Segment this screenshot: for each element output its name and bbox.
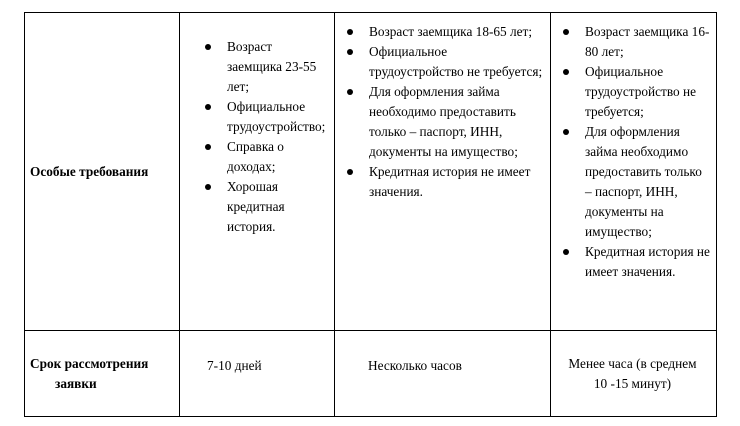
review-time-cell-3: Менее часа (в среднем 10 -15 минут) bbox=[551, 331, 717, 417]
bullet-icon bbox=[347, 49, 353, 55]
bullet-icon bbox=[347, 89, 353, 95]
row-label-review-time: Срок рассмотрения заявки bbox=[25, 331, 180, 417]
list-item: Официальное трудоустройство не требуется; bbox=[551, 62, 710, 122]
list-item: Кредитная история не имеет значения. bbox=[335, 162, 544, 202]
bullet-icon bbox=[205, 104, 211, 110]
requirements-cell-2 bbox=[335, 13, 551, 331]
review-time-cell-1: 7-10 дней bbox=[180, 331, 335, 417]
bullet-icon bbox=[563, 29, 569, 35]
list-item: Для оформления займа необходимо предоставить только – паспорт, ИНН, документы на имущество; bbox=[551, 122, 710, 242]
bullet-icon bbox=[563, 129, 569, 135]
comparison-table bbox=[24, 12, 717, 417]
list-item: Возраст заемщика 23-55 лет; bbox=[193, 37, 326, 97]
table-row bbox=[25, 331, 717, 417]
bullet-icon bbox=[563, 69, 569, 75]
bullet-icon bbox=[563, 249, 569, 255]
list-item: Возраст заемщика 16-80 лет; bbox=[551, 22, 710, 62]
list-item: Хорошая кредитная история. bbox=[193, 177, 326, 237]
review-time-cell-2: Несколько часов bbox=[335, 331, 551, 417]
bullet-icon bbox=[205, 144, 211, 150]
bullet-icon bbox=[205, 44, 211, 50]
list-item: Возраст заемщика 18-65 лет; bbox=[335, 22, 544, 42]
bullet-icon bbox=[205, 184, 211, 190]
table-row bbox=[25, 13, 717, 331]
list-item: Официальное трудоустройство не требуется; bbox=[335, 42, 544, 82]
requirements-cell-3 bbox=[551, 13, 717, 331]
list-item: Для оформления займа необходимо предоставить только – паспорт, ИНН, документы на имущество; bbox=[335, 82, 544, 162]
list-item: Кредитная история не имеет значения. bbox=[551, 242, 710, 282]
row-label-requirements: Особые требования bbox=[25, 13, 180, 331]
requirements-cell-1 bbox=[180, 13, 335, 331]
bullet-icon bbox=[347, 169, 353, 175]
list-item: Справка о доходах; bbox=[193, 137, 326, 177]
list-item: Официальное трудоустройство; bbox=[193, 97, 326, 137]
bullet-icon bbox=[347, 29, 353, 35]
